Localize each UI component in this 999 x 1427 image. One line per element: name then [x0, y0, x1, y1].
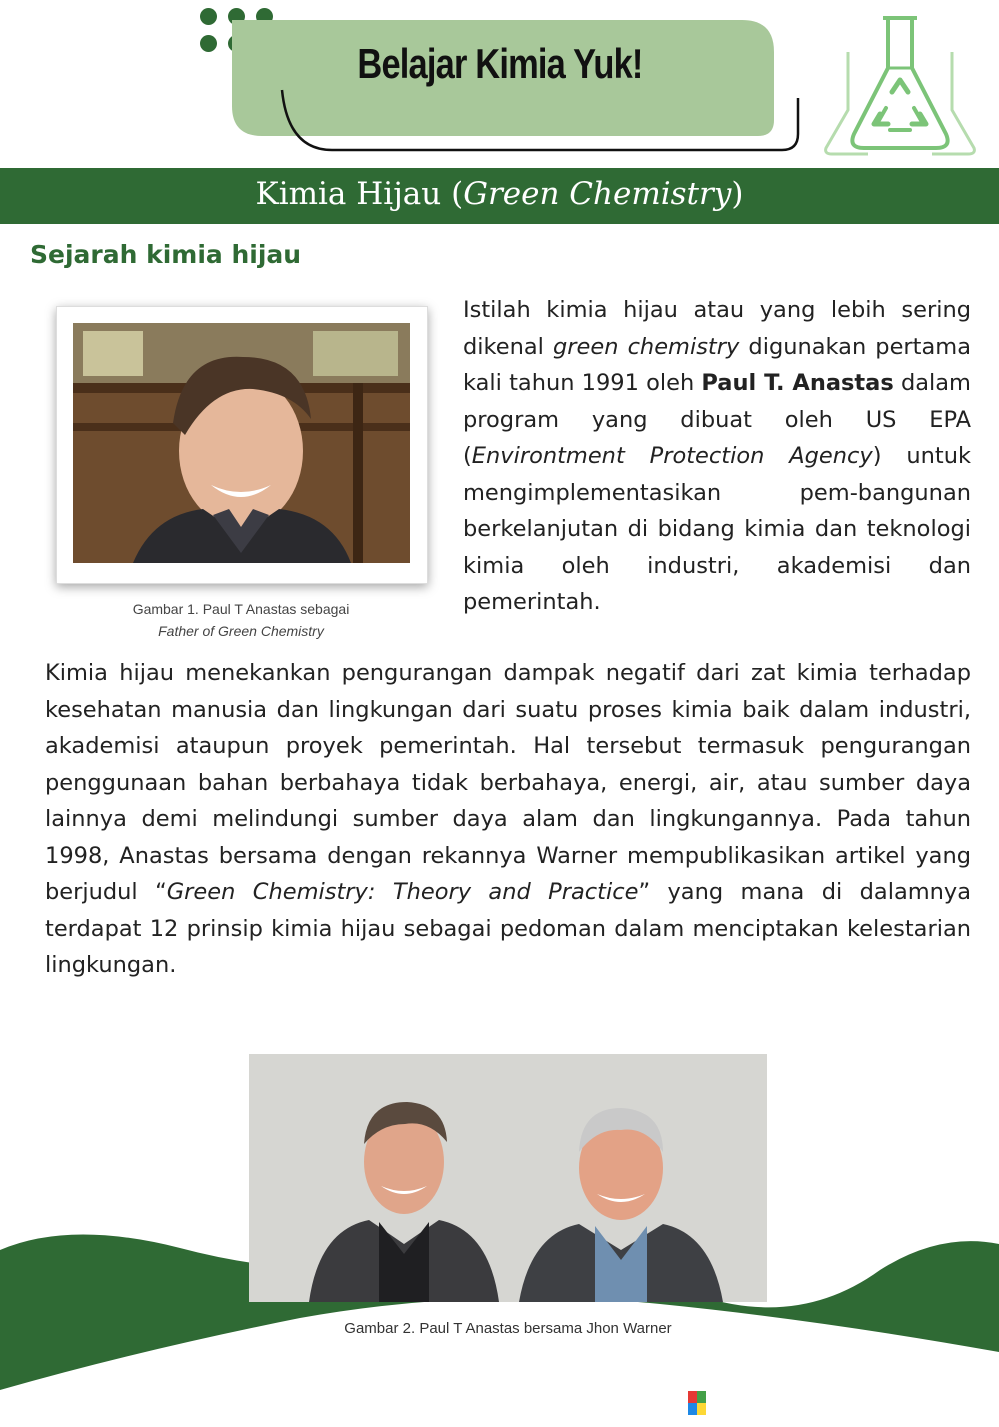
group-photo [249, 1054, 767, 1302]
liveworksheets-logo-icon [688, 1391, 706, 1415]
intro-paragraph: Istilah kimia hijau atau yang lebih sering dikenal green chemistry digunakan pertama kali tahun 1991 oleh Paul T. Anastas dalam program yang dibuat oleh US EPA (Environtment Protection Agency) untuk mengimplementasikan pem-bangunan berkelanjutan di bidang kimia dan teknologi kimia oleh industri, akademisi dan pemerintah. [463, 297, 971, 615]
figure1-frame [56, 306, 428, 584]
figure2-caption: Gambar 2. Paul T Anastas bersama Jhon Warner [344, 1320, 672, 1337]
body-paragraph: Kimia hijau menekankan pengurangan dampak negatif dari zat kimia terhadap kesehatan manusia dan lingkungan dari suatu proses kimia baik dalam industri, akademisi ataupun proyek pemerintah. Hal tersebut termasuk pengurangan penggunaan bahan berbahaya tidak berbahaya, energi, air, atau sumber daya lainnya demi melindungi sumber daya alam dan lingkungannya. Pada tahun 1998, Anastas bersama dengan rekannya Warner mempublikasikan artikel yang berjudul “Green Chemistry: Theory and Practice” yang mana di dalamnya terdapat 12 prinsip kimia hijau sebagai pedoman dalam menciptakan kelestarian lingkungan. [45, 660, 972, 978]
portrait-photo [73, 323, 410, 563]
figure1-caption: Gambar 1. Paul T Anastas sebagai Father of Green Chemistry [132, 601, 350, 639]
flask-recycle-icon [818, 10, 983, 160]
brand-title: Belajar Kimia Yuk! [357, 40, 643, 87]
page-title-bar [0, 168, 999, 224]
page-title: Kimia Hijau (Green Chemistry) [255, 176, 744, 212]
section-heading: Sejarah kimia hijau [30, 240, 302, 269]
